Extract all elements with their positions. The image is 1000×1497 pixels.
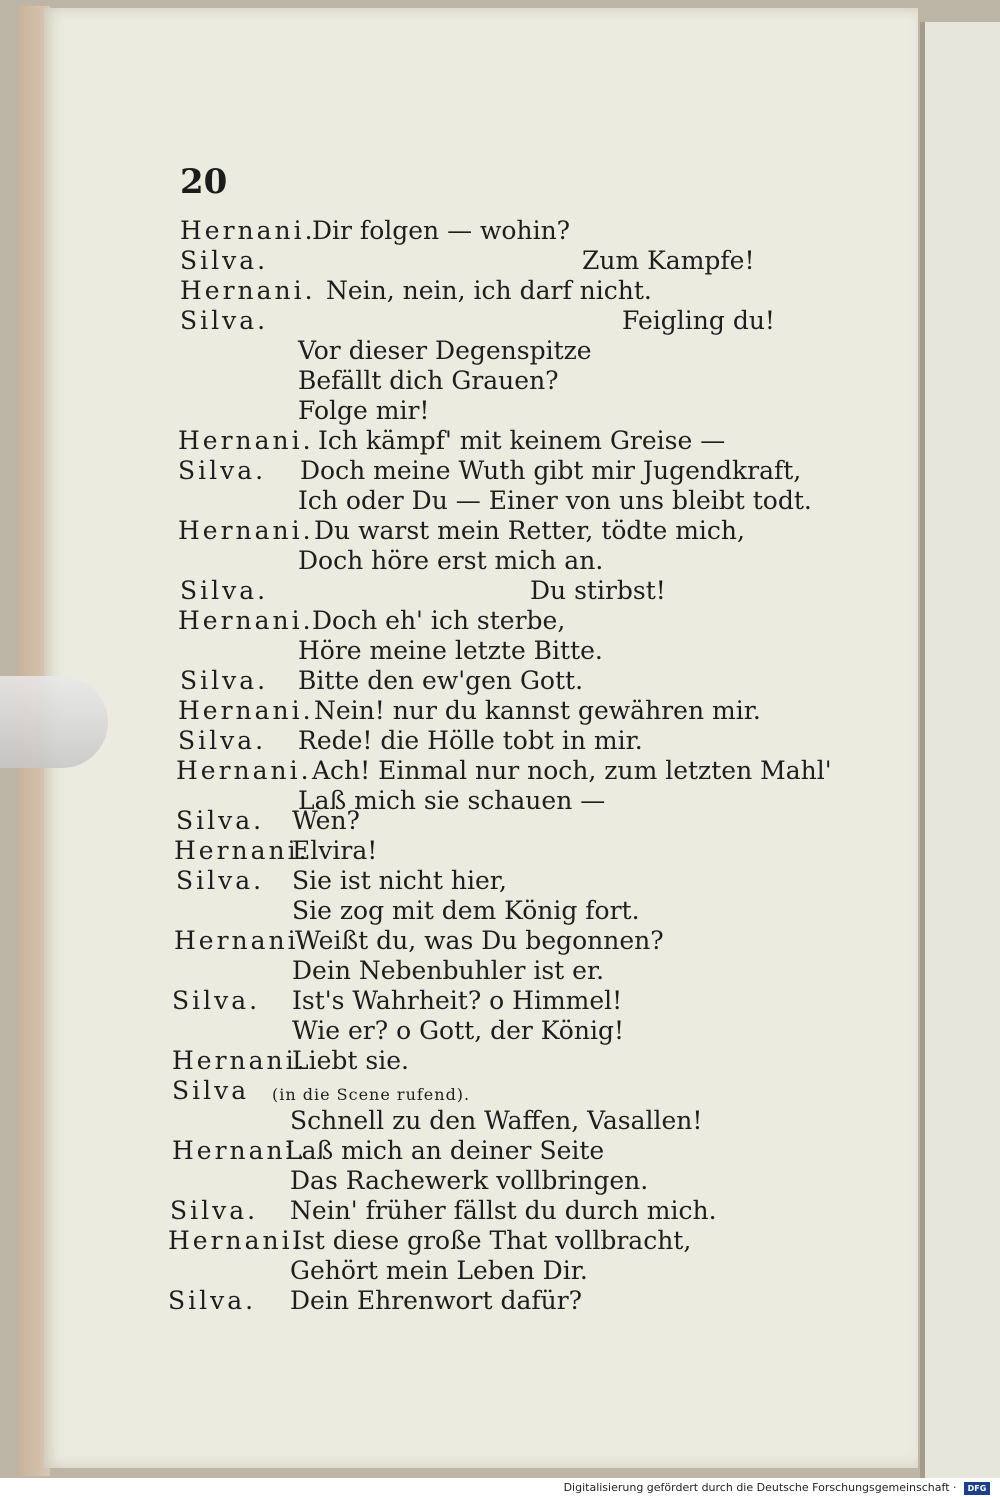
speaker-name: Hernani. <box>180 216 316 245</box>
speaker-name: Silva. <box>178 726 267 755</box>
dialogue-line <box>0 634 900 668</box>
dialogue-line <box>0 244 900 278</box>
speaker-name: Silva. <box>176 806 265 835</box>
dialogue-line <box>0 924 900 958</box>
dialogue-line <box>0 1194 900 1228</box>
speaker-name: Hernani. <box>180 276 316 305</box>
speaker-name: Hernani. <box>168 1226 304 1255</box>
line-text: Laß mich an deiner Seite <box>285 1136 605 1165</box>
footer-bar <box>0 1478 1000 1497</box>
dialogue-line <box>0 274 900 308</box>
speaker-name: Silva. <box>168 1286 257 1315</box>
dialogue-line <box>0 894 900 928</box>
dialogue-line <box>0 424 900 458</box>
dialogue-line <box>0 394 900 428</box>
speaker-name: Hernani. <box>176 756 312 785</box>
line-text: Dein Nebenbuhler ist er. <box>292 956 605 985</box>
dialogue-line <box>0 304 900 338</box>
dialogue-line <box>0 544 900 578</box>
speaker-name: Silva. <box>180 576 269 605</box>
line-text: Dir folgen — wohin? <box>312 216 571 245</box>
dialogue-line <box>0 754 900 788</box>
dialogue-line <box>0 724 900 758</box>
line-text: Du stirbst! <box>530 576 666 605</box>
dialogue-line <box>0 1044 900 1078</box>
dialogue-line <box>0 214 900 248</box>
speaker-name: Silva. <box>170 1196 259 1225</box>
speaker-name: Hernani. <box>178 696 314 725</box>
dialogue-line <box>0 454 900 488</box>
line-text: Du warst mein Retter, tödte mich, <box>314 516 745 545</box>
line-text: Elvira! <box>292 836 378 865</box>
speaker-name: Hernani. <box>174 926 310 955</box>
line-text: Doch meine Wuth gibt mir Jugendkraft, <box>300 456 802 485</box>
speaker-name: Silva <box>172 1076 250 1105</box>
line-text: Doch höre erst mich an. <box>298 546 604 575</box>
line-text: Nein, nein, ich darf nicht. <box>326 276 652 305</box>
dialogue-line <box>0 834 900 868</box>
dialogue-line <box>0 1074 900 1108</box>
line-text: Laß mich sie schauen — <box>298 786 606 815</box>
speaker-name: Silva. <box>176 866 265 895</box>
dialogue-line <box>0 864 900 898</box>
line-text: Wie er? o Gott, der König! <box>292 1016 624 1045</box>
dialogue-line <box>0 1134 900 1168</box>
dialogue-line <box>0 334 900 368</box>
speaker-name: Silva. <box>180 306 269 335</box>
line-text: Befällt dich Grauen? <box>298 366 559 395</box>
dialogue-line <box>0 1224 900 1258</box>
line-text: Sie ist nicht hier, <box>292 866 507 895</box>
line-text: Rede! die Hölle tobt in mir. <box>298 726 643 755</box>
page-number: 20 <box>180 162 228 202</box>
dfg-logo: DFG <box>964 1482 990 1495</box>
dialogue-line <box>0 484 900 518</box>
dialogue-line <box>0 954 900 988</box>
dialogue-line <box>0 574 900 608</box>
facing-page-edge <box>920 22 1000 1478</box>
line-text: Bitte den ew'gen Gott. <box>298 666 584 695</box>
line-text: Ist diese große That vollbracht, <box>292 1226 692 1255</box>
speaker-name: Hernani. <box>178 426 314 455</box>
dialogue-line <box>0 1164 900 1198</box>
speaker-name: Hernani. <box>174 836 310 865</box>
line-text: Nein' früher fällst du durch mich. <box>290 1196 717 1225</box>
dialogue-line <box>0 1254 900 1288</box>
line-text: Feigling du! <box>622 306 775 335</box>
line-text: Liebt sie. <box>292 1046 409 1075</box>
dialogue-line <box>0 1104 900 1138</box>
line-text: Vor dieser Degenspitze <box>298 336 592 365</box>
line-text: Ich kämpf' mit keinem Greise — <box>318 426 726 455</box>
line-text: Folge mir! <box>298 396 430 425</box>
dialogue-line <box>0 694 900 728</box>
speaker-name: Silva. <box>178 456 267 485</box>
speaker-name: Silva. <box>180 666 269 695</box>
dialogue-line <box>0 804 900 838</box>
stage-direction: (in die Scene rufend). <box>272 1085 471 1104</box>
speaker-name: Hernani. <box>172 1046 308 1075</box>
line-text: Schnell zu den Waffen, Vasallen! <box>290 1106 703 1135</box>
speaker-name: Silva. <box>172 986 261 1015</box>
dialogue-line <box>0 664 900 698</box>
line-text: Sie zog mit dem König fort. <box>292 896 640 925</box>
speaker-name: Silva. <box>180 246 269 275</box>
footer-credit: Digitalisierung gefördert durch die Deutsche Forschungsgemeinschaft · <box>563 1481 957 1494</box>
speaker-name: Hernani. <box>178 606 314 635</box>
line-text: Zum Kampfe! <box>582 246 755 275</box>
dialogue-line <box>0 984 900 1018</box>
dialogue-line <box>0 1014 900 1048</box>
line-text: Dein Ehrenwort dafür? <box>290 1286 583 1315</box>
dialogue-line <box>0 364 900 398</box>
dialogue-line <box>0 604 900 638</box>
line-text: Doch eh' ich sterbe, <box>312 606 566 635</box>
line-text: Weißt du, was Du begonnen? <box>295 926 664 955</box>
line-text: Höre meine letzte Bitte. <box>298 636 603 665</box>
line-text: Wen? <box>292 806 360 835</box>
dialogue-line <box>0 1284 900 1318</box>
line-text: Ach! Einmal nur noch, zum letzten Mahl' <box>312 756 832 785</box>
line-text: Gehört mein Leben Dir. <box>290 1256 588 1285</box>
line-text: Ich oder Du — Einer von uns bleibt todt. <box>298 486 812 515</box>
line-text: Das Rachewerk vollbringen. <box>290 1166 649 1195</box>
line-text: Ist's Wahrheit? o Himmel! <box>292 986 623 1015</box>
speaker-name: Hernani. <box>178 516 314 545</box>
dialogue-line <box>0 514 900 548</box>
line-text: Nein! nur du kannst gewähren mir. <box>314 696 761 725</box>
speaker-name: Hernani. <box>172 1136 308 1165</box>
